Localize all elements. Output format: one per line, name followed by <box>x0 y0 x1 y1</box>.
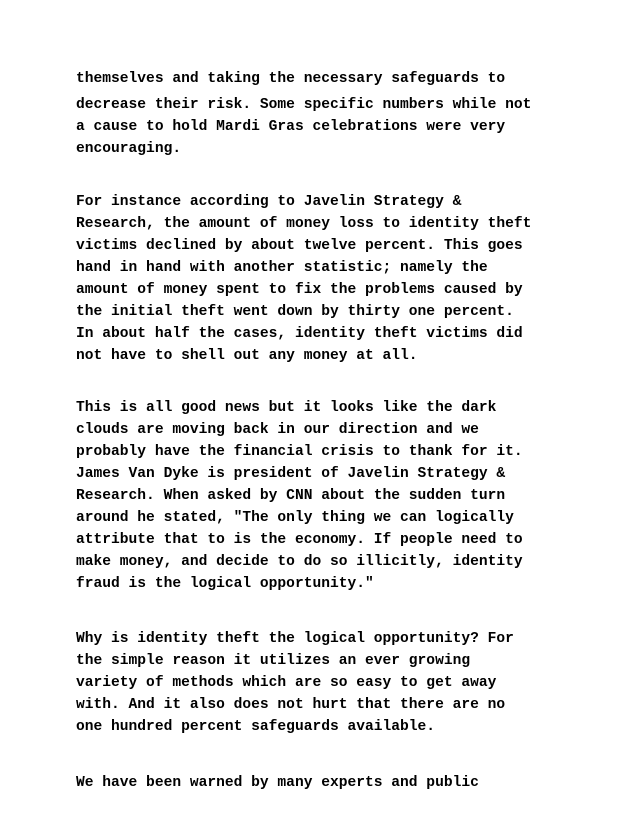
text-line: make money, and decide to do so illicitly, identity <box>76 554 523 570</box>
text-line: This is all good news but it looks like the dark <box>76 400 497 416</box>
text-line: Why is identity theft the logical opportunity? For <box>76 631 514 647</box>
text-line: themselves and taking the necessary safeguards to <box>76 71 506 87</box>
text-line: probably have the financial crisis to thank for it. <box>76 444 523 460</box>
text-line: In about half the cases, identity theft victims did <box>76 326 523 342</box>
text-line: James Van Dyke is president of Javelin Strategy & <box>76 466 506 482</box>
text-line: For instance according to Javelin Strategy & <box>76 194 462 210</box>
text-line: Research, the amount of money loss to identity theft <box>76 216 532 232</box>
text-line: hand in hand with another statistic; namely the <box>76 260 488 276</box>
text-line: a cause to hold Mardi Gras celebrations were very <box>76 119 506 135</box>
text-line: amount of money spent to fix the problems caused by <box>76 282 523 298</box>
text-line: the initial theft went down by thirty one percent. <box>76 304 514 320</box>
text-line: decrease their risk. Some specific numbers while not <box>76 97 532 113</box>
text-line: variety of methods which are so easy to get away <box>76 675 497 691</box>
text-line: fraud is the logical opportunity." <box>76 576 374 592</box>
text-line: victims declined by about twelve percent. This goes <box>76 238 523 254</box>
text-line: with. And it also does not hurt that there are no <box>76 697 506 713</box>
text-line: not have to shell out any money at all. <box>76 348 418 364</box>
text-line: one hundred percent safeguards available. <box>76 719 436 735</box>
text-line: clouds are moving back in our direction and we <box>76 422 479 438</box>
text-line: Research. When asked by CNN about the sudden turn <box>76 488 506 504</box>
text-line: the simple reason it utilizes an ever growing <box>76 653 471 669</box>
text-line: attribute that to is the economy. If people need to <box>76 532 523 548</box>
text-line: around he stated, "The only thing we can logically <box>76 510 514 526</box>
text-line: We have been warned by many experts and public <box>76 775 479 791</box>
text-line: encouraging. <box>76 141 182 157</box>
